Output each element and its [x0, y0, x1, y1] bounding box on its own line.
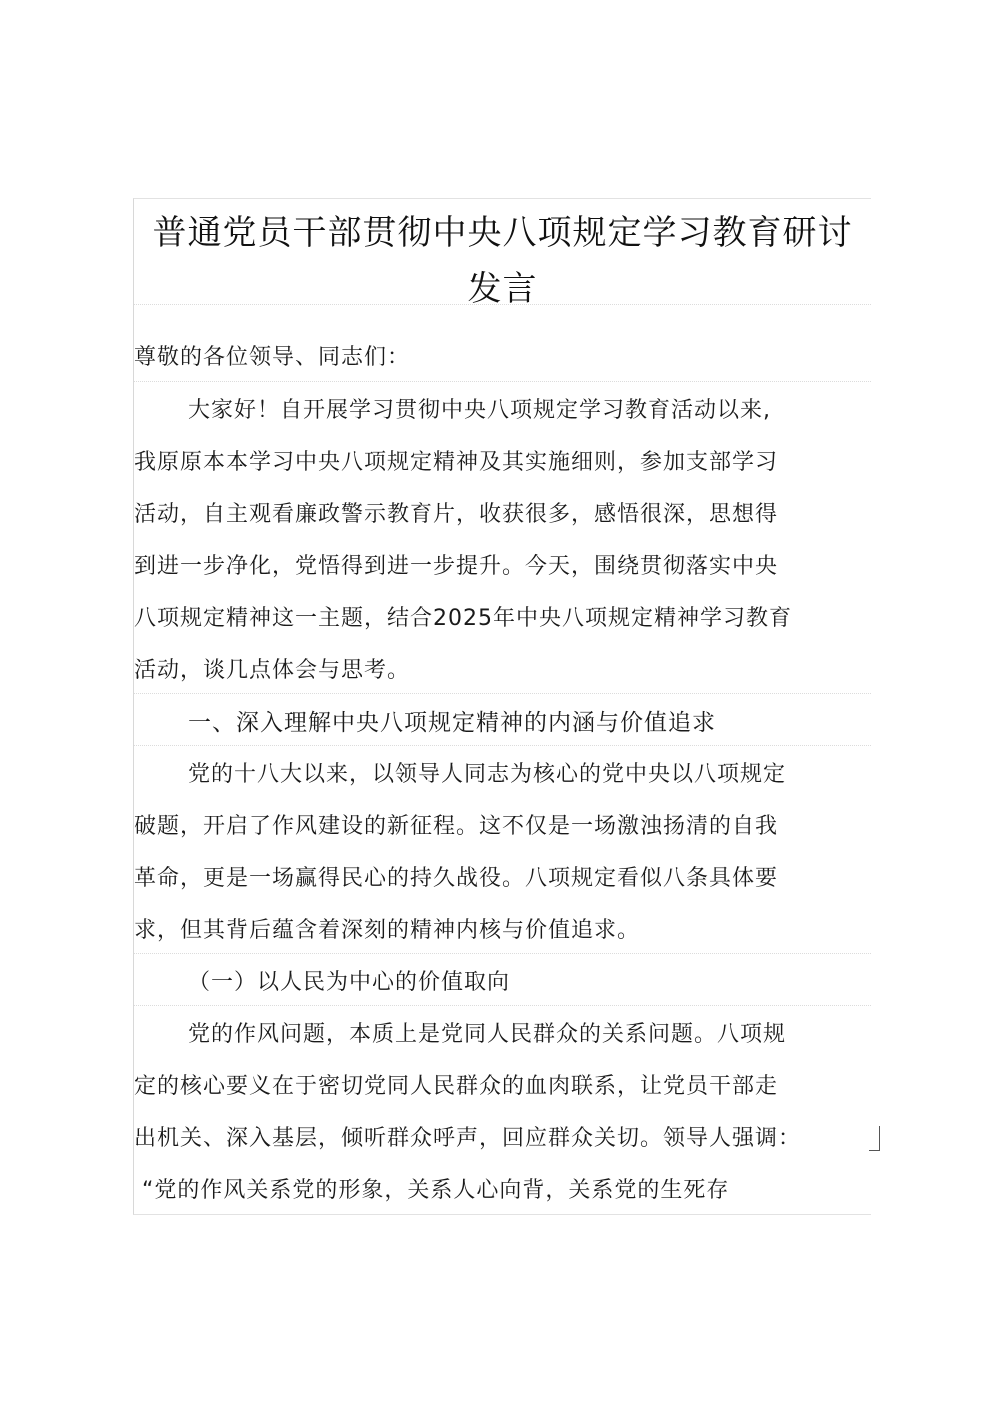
divider: [134, 745, 871, 746]
document-title: [134, 205, 871, 317]
paragraph-line: 革命，更是一场赢得民心的持久战役。八项规定看似八条具体要: [134, 866, 779, 891]
subsection-heading: （一）以人民为中心的价值取向: [188, 970, 511, 995]
paragraph-line: 党的十八大以来，以领导人同志为核心的党中央以八项规定: [188, 762, 787, 787]
paragraph-line: 到进一步净化，党悟得到进一步提升。今天，围绕贯彻落实中央: [134, 554, 779, 579]
paragraph-line: 求，但其背后蕴含着深刻的精神内核与价值追求。: [134, 918, 641, 943]
divider: [134, 304, 871, 305]
paragraph-line: 八项规定精神这一主题，结合2025年中央八项规定精神学习教育: [134, 606, 792, 631]
title-line-2: 发言: [467, 269, 538, 309]
paragraph-line: 活动，自主观看廉政警示教育片，收获很多，感悟很深，思想得: [134, 502, 779, 527]
divider: [134, 381, 871, 382]
section-heading: 一、深入理解中央八项规定精神的内涵与价值追求: [188, 710, 716, 736]
divider: [134, 1005, 871, 1006]
paragraph-line: 定的核心要义在于密切党同人民群众的血肉联系，让党员干部走: [134, 1074, 779, 1099]
paragraph-line: 党的作风问题，本质上是党同人民群众的关系问题。八项规: [188, 1022, 787, 1047]
paragraph-line: 活动，谈几点体会与思考。: [134, 658, 411, 683]
paragraph-line: 出机关、深入基层，倾听群众呼声，回应群众关切。领导人强调：: [134, 1126, 802, 1151]
paragraph-line: 破题，开启了作风建设的新征程。这不仅是一场激浊扬清的自我: [134, 814, 779, 839]
paragraph-line: “党的作风关系党的形象，关系人心向背，关系党的生死存: [142, 1178, 730, 1203]
divider: [134, 953, 871, 954]
title-line-1: 普通党员干部贯彻中央八项规定学习教育研讨: [152, 213, 853, 253]
margin-bracket-mark: [869, 1126, 880, 1151]
greeting: 尊敬的各位领导、同志们：: [134, 345, 411, 370]
paragraph-line: 大家好！自开展学习贯彻中央八项规定学习教育活动以来,: [188, 398, 771, 423]
document-page: [133, 198, 871, 1215]
paragraph-line: 我原原本本学习中央八项规定精神及其实施细则，参加支部学习: [134, 450, 779, 475]
divider: [134, 693, 871, 694]
